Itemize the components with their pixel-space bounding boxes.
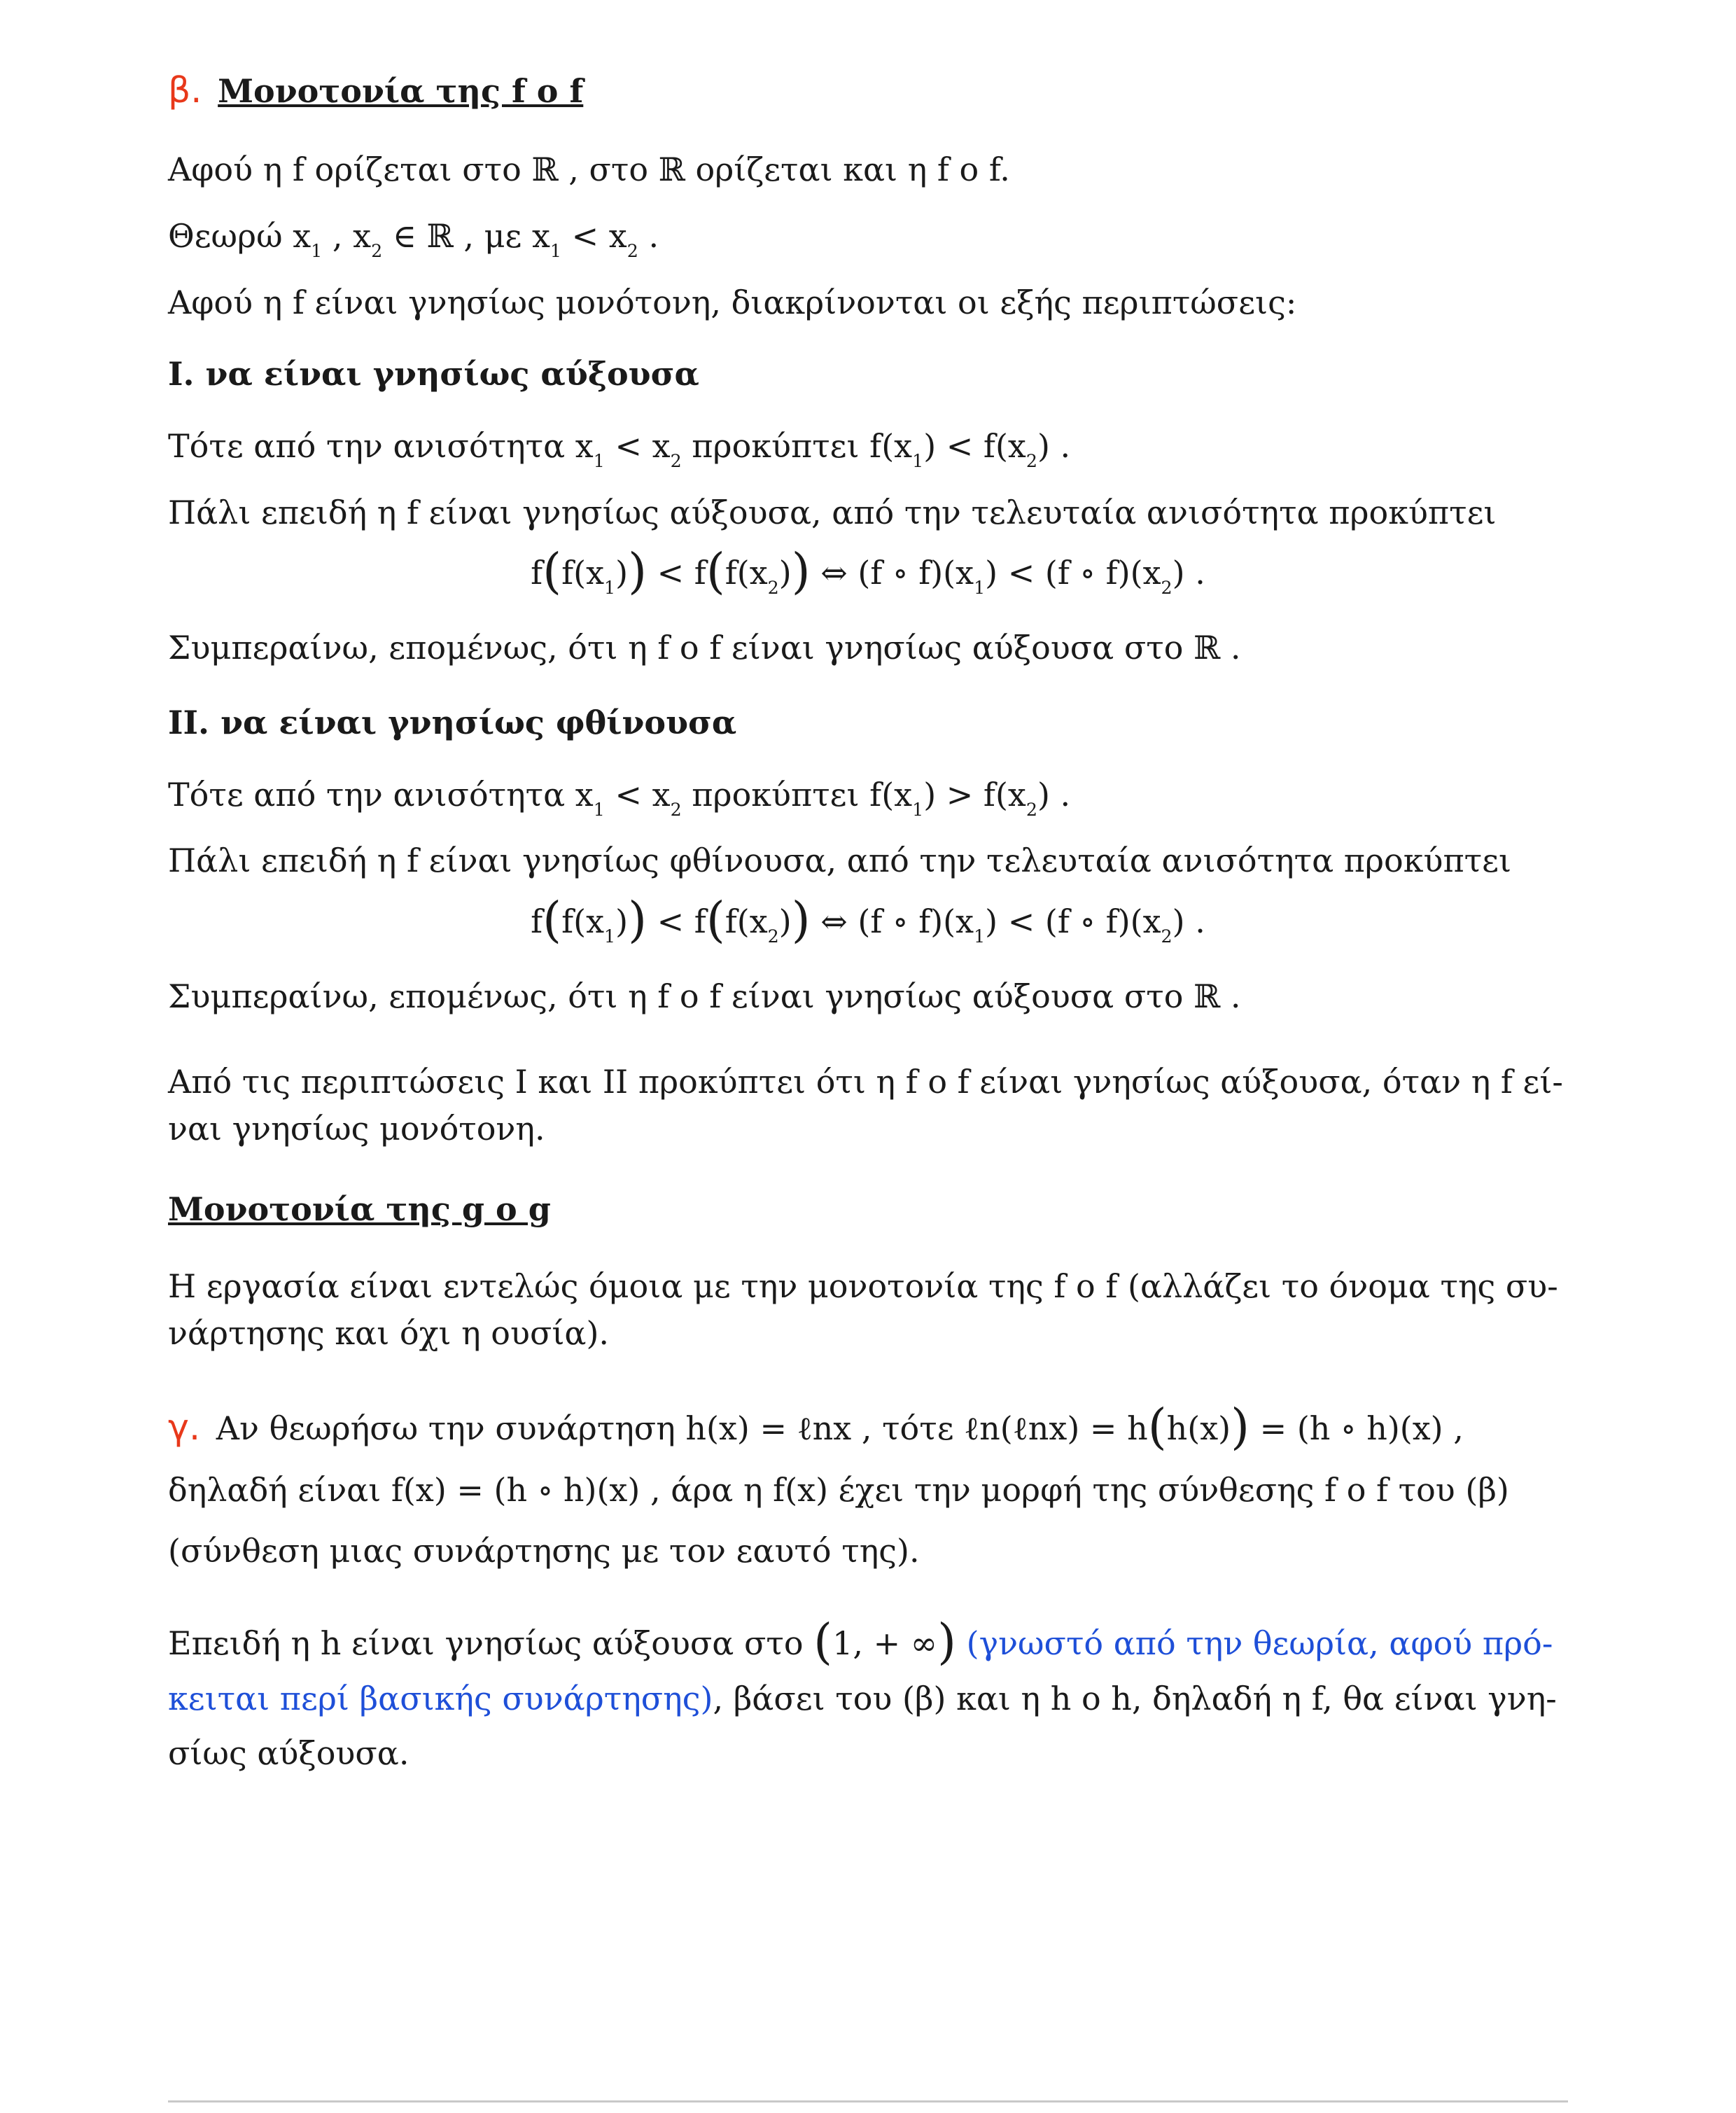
case-1-inequality-line: Τότε από την ανισότητα $x_1 < x_2$ προκύπτει $f(x_1) < f(x_2)$ . bbox=[168, 427, 1071, 472]
case-2-conclusion: Συμπεραίνω, επομένως, ότι η f o f είναι γνησίως αύξουσα στο ℝ . bbox=[168, 977, 1241, 1015]
interval: 1, + ∞ bbox=[832, 1624, 938, 1663]
choose-points-line: Θεωρώ $x_1$ , $x_2$ ∈ ℝ , με $x_1 < x_2$ . bbox=[168, 217, 659, 261]
case-1-formula: $f(f(x_1)) < f(f(x_2))$ ⇔ (f ∘ $f)(x_1) < (f$ ∘ $f)(x_2)$ . bbox=[531, 544, 1205, 600]
case-2-formula: $f(f(x_1)) < f(f(x_2))$ ⇔ (f ∘ $f)(x_1) < (f$ ∘ $f)(x_2)$ . bbox=[531, 892, 1205, 949]
theory-note: (γνωστό από την θεωρία, αφού πρό- κειται περί βασικής συνάρτησης) bbox=[168, 1624, 1553, 1717]
domain-line: Αφού η f ορίζεται στο ℝ , στο ℝ ορίζεται και η f o f. bbox=[168, 151, 1010, 189]
gog-paragraph: Η εργασία είναι εντελώς όμοια με την μονοτονία της f o f (αλλάζει το όνομα της συ- νάρτησης και όχι η ουσία). bbox=[168, 1267, 1558, 1353]
part-c-marker: γ. bbox=[168, 1406, 201, 1448]
part-c-line-2: δηλαδή είναι f(x) = (h ∘ h)(x) , άρα η f(x) έχει την μορφή της σύνθεσης f o f του (β) bbox=[168, 1471, 1509, 1509]
case-1-reason-line: Πάλι επειδή η f είναι γνησίως αύξουσα, από την τελευταία ανισότητα προκύπτει bbox=[168, 493, 1497, 531]
summary-paragraph: Από τις περιπτώσεις I και II προκύπτει ότι η f o f είναι γνησίως αύξουσα, όταν η f εί- ναι γνησίως μονότονη. bbox=[168, 1063, 1563, 1148]
part-b-heading-line bbox=[168, 64, 1568, 116]
footer-divider bbox=[168, 2100, 1568, 2102]
cases-intro-line: Αφού η f είναι γνησίως μονότονη, διακρίνονται οι εξής περιπτώσεις: bbox=[168, 283, 1297, 321]
case-2-title: II. να είναι γνησίως φθίνουσα bbox=[168, 703, 737, 741]
part-c-line-1: γ. Αν θεωρήσω την συνάρτηση h(x) = ℓnx , τότε ℓn(ℓnx) = h(h(x)) = (h ∘ h)(x) , bbox=[168, 1399, 1464, 1456]
case-1-title: I. να είναι γνησίως αύξουσα bbox=[168, 355, 699, 393]
part-b-heading: Μονοτονία της f o f bbox=[218, 72, 584, 110]
case-1-conclusion: Συμπεραίνω, επομένως, ότι η f o f είναι γνησίως αύξουσα στο ℝ . bbox=[168, 629, 1241, 667]
case-2-reason-line: Πάλι επειδή η f είναι γνησίως φθίνουσα, από την τελευταία ανισότητα προκύπτει bbox=[168, 842, 1511, 880]
part-c-final-paragraph: Επειδή η h είναι γνησίως αύξουσα στο (1, + ∞) (γνωστό από την θεωρία, αφού πρό- κειται περί βασικής συνάρτησης), βάσει του (β) και η h o h, δηλαδή η f, θα είναι γνη- σίως αύξουσα. bbox=[168, 1614, 1557, 1772]
document-page bbox=[168, 64, 1568, 1780]
gog-heading: Μονοτονία της g o g bbox=[168, 1190, 551, 1228]
part-b-marker: β. bbox=[168, 69, 202, 111]
case-2-inequality-line: Τότε από την ανισότητα $x_1 < x_2$ προκύπτει $f(x_1) > f(x_2)$ . bbox=[168, 775, 1071, 820]
part-c-line-3: (σύνθεση μιας συνάρτησης με τον εαυτό της). bbox=[168, 1531, 920, 1570]
